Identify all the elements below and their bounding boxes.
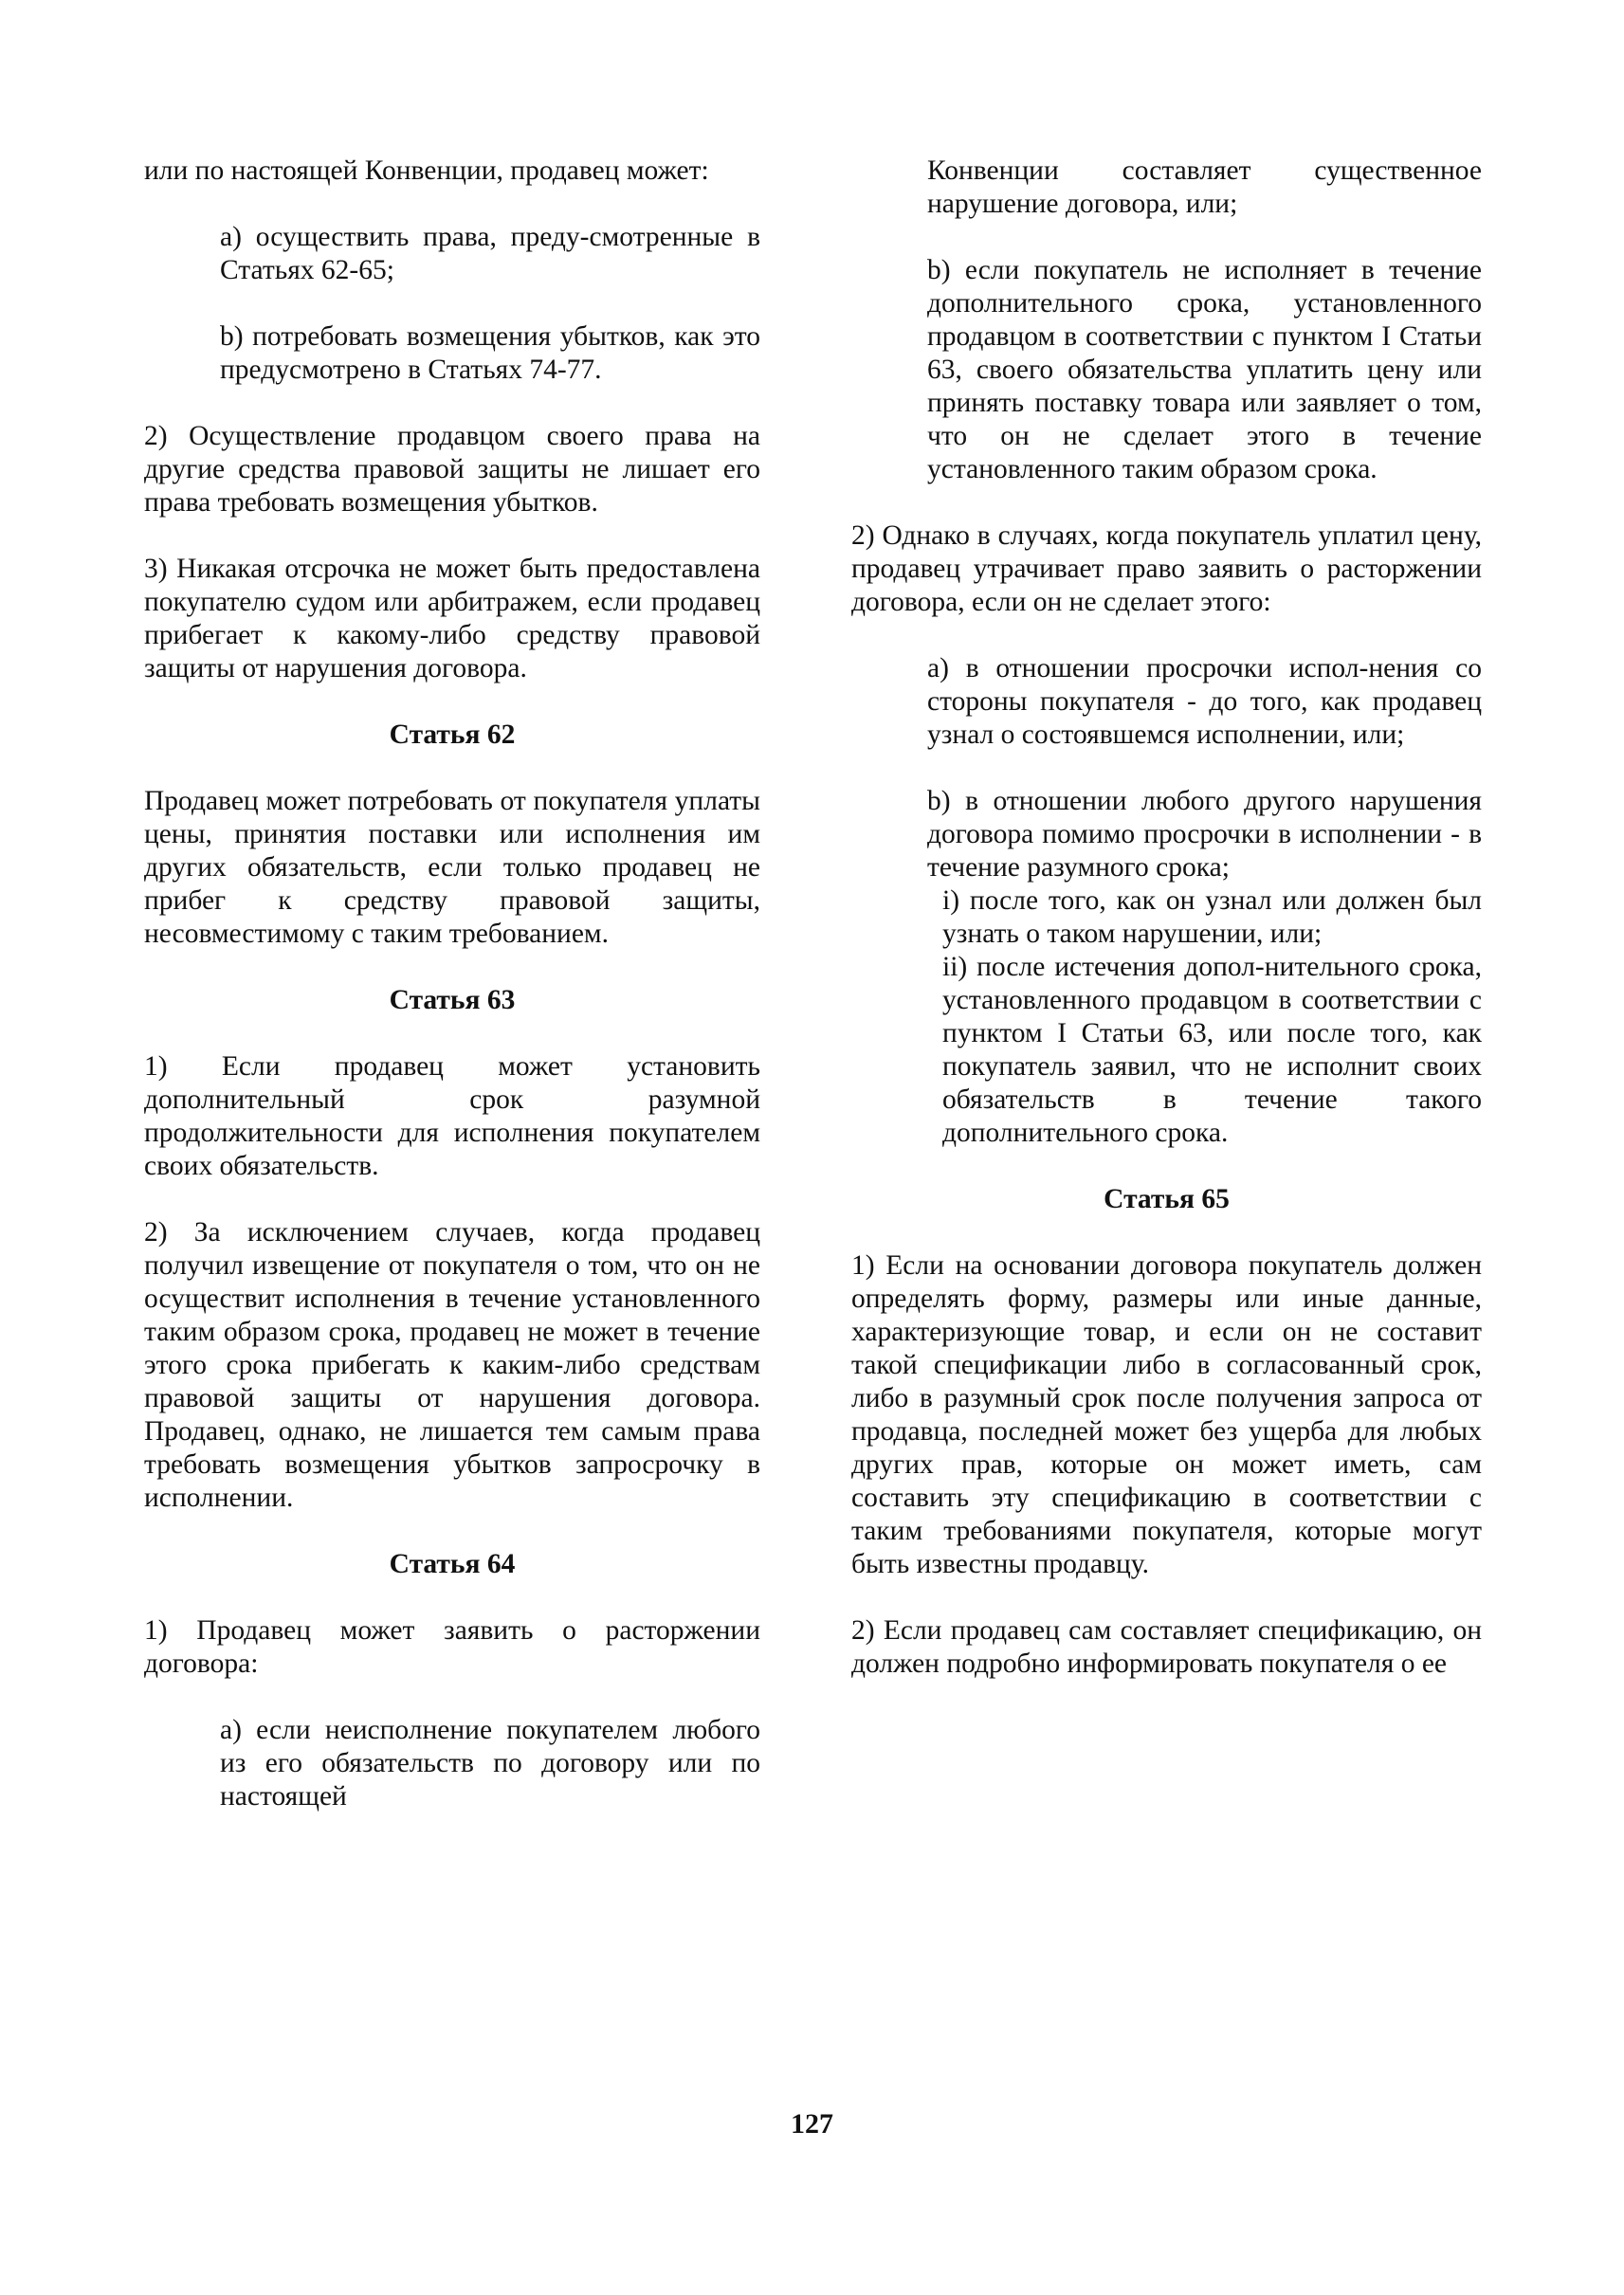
article-64-heading: Статья 64	[389, 1549, 516, 1579]
list-item-a: а) осуществить права, преду-смотренные в Статьях 62-65;	[220, 222, 760, 285]
article-63-paragraph-1: 1) Если продавец может установить дополнительный срок разумной продолжительности для исполнения покупателем своих обязательств.	[144, 1051, 760, 1181]
article-63-paragraph-2: 2) За исключением случаев, когда продавец получил извещение от покупателя о том, что он не осуществит исполнения в течение установленного таким образом срока, продавец не может в течение этого срока прибегать к каким-либо средствам правовой защиты от нарушения договора. Продавец, однако, не лишается тем самым права требовать возмещения убытков запросрочку в исполнении.	[144, 1217, 760, 1513]
article-64-paragraph-2-item-a: а) в отношении просрочки испол-нения со стороны покупателя - до того, как продавец узнал о состоявшемся исполнении, или;	[927, 653, 1482, 750]
article-64-subitem-i: i) после того, как он узнал или должен был узнать о таком нарушении, или;	[942, 885, 1482, 949]
right-column	[851, 155, 1482, 1714]
list-item-b: b) потребовать возмещения убытков, как это предусмотрено в Статьях 74-77.	[220, 321, 760, 385]
paragraph-2: 2) Осуществление продавцом своего права на другие средства правовой защиты не лишает его права требовать возмещения убытков.	[144, 421, 760, 518]
article-63-heading: Статья 63	[389, 985, 516, 1015]
article-65-paragraph-2: 2) Если продавец сам составляет спецификацию, он должен подробно информировать покупателя о ее	[851, 1615, 1482, 1679]
article-65-paragraph-1: 1) Если на основании договора покупатель должен определять форму, размеры или иные данные, характеризующие товар, и если он не составит такой спецификации либо в согласованный срок, либо в разумный срок после получения запроса от продавца, последней может без ущерба для любых других прав, которые он может иметь, сам составить эту спецификацию в соответствии с таким требованиями покупателя, которые могут быть известны продавцу.	[851, 1250, 1482, 1579]
paragraph-intro: или по настоящей Конвенции, продавец может:	[144, 155, 709, 186]
article-62-text: Продавец может потребовать от покупателя уплаты цены, принятия поставки или исполнения им других обязательств, если только продавец не прибег к средству правовой защиты, несовместимому с таким требованием.	[144, 786, 760, 949]
article-64-paragraph-2-item-b: b) в отношении любого другого нарушения договора помимо просрочки в исполнении - в течение разумного срока;	[927, 786, 1482, 883]
article-64-paragraph-2: 2) Однако в случаях, когда покупатель уплатил цену, продавец утрачивает право заявить о расторжении договора, если он не сделает этого:	[851, 520, 1482, 617]
article-64-item-b: b) если покупатель не исполняет в течение дополнительного срока, установленного продавцом в соответствии с пунктом I Статьи 63, своего обязательства уплатить цену или принять поставку товара или заявляет о том, что он не сделает этого в течение установленного таким образом срока.	[927, 255, 1482, 484]
article-64-subitem-ii: ii) после истечения допол-нительного срока, установленного продавцом в соответствии с пунктом I Статьи 63, или после того, как покупатель заявил, что не исполнит своих обязательств в течение такого дополнительного срока.	[942, 952, 1482, 1148]
left-column	[144, 155, 760, 1847]
paragraph-3: 3) Никакая отсрочка не может быть предоставлена покупателю судом или арбитражем, если продавец прибегает к какому-либо средству правовой защиты от нарушения договора.	[144, 554, 760, 683]
article-64-item-a: а) если неисполнение покупателем любого из его обязательств по договору или по настоящей	[220, 1715, 760, 1812]
article-64-paragraph-1: 1) Продавец может заявить о расторжении договора:	[144, 1615, 760, 1679]
page-number: 127	[791, 2108, 833, 2140]
article-64-item-a-continued: Конвенции составляет существенное нарушение договора, или;	[927, 155, 1482, 219]
article-65-heading: Статья 65	[1104, 1184, 1230, 1214]
article-62-heading: Статья 62	[389, 719, 516, 750]
